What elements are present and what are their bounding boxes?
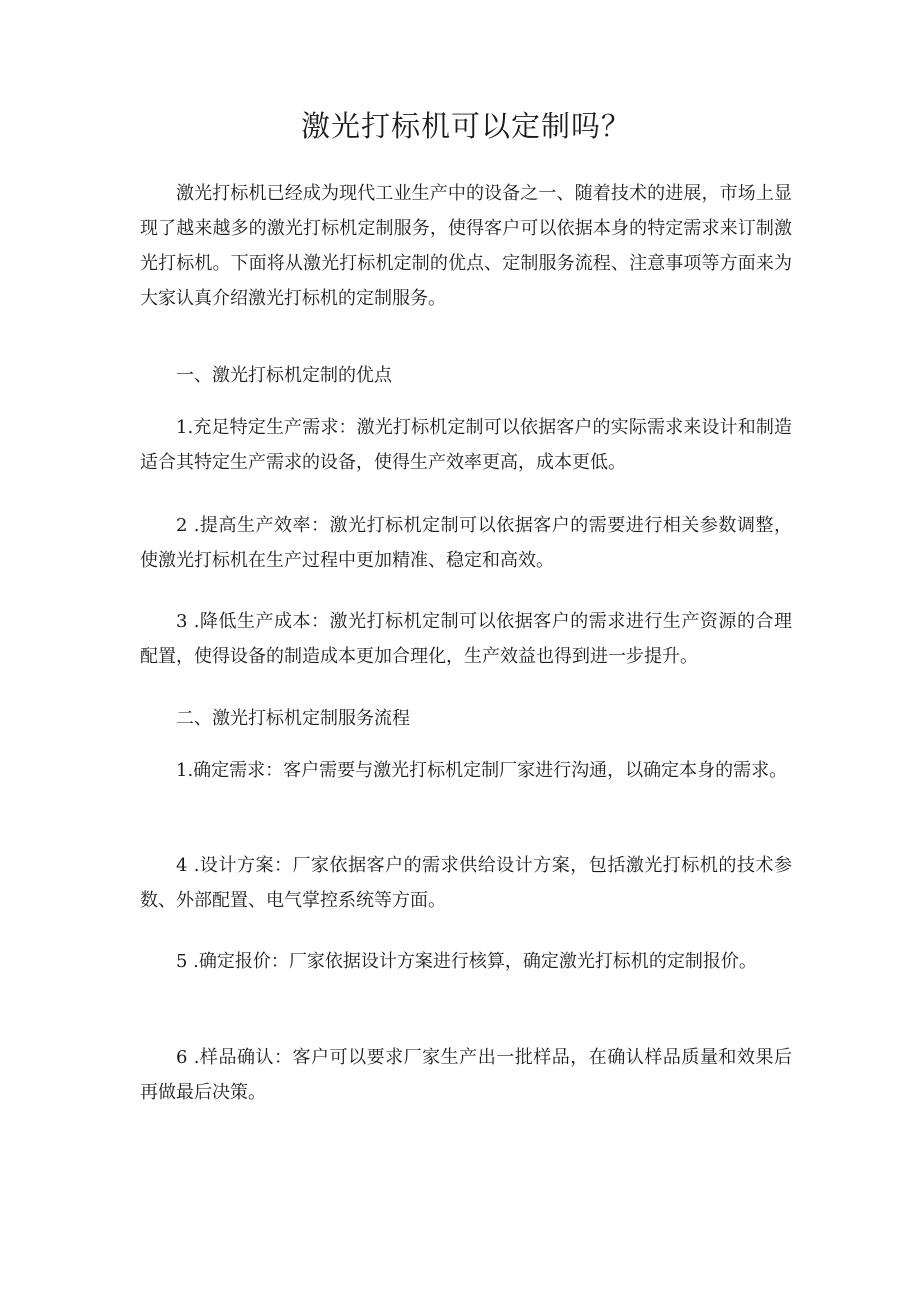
section2-item-2: 4 .设计方案：厂家依据客户的需求供给设计方案，包括激光打标机的技术参数、外部配置、电气掌控系统等方面。 <box>140 855 792 911</box>
section2-item-3: 5 .确定报价：厂家依据设计方案进行核算，确定激光打标机的定制报价。 <box>176 951 757 972</box>
page-title: 激光打标机可以定制吗？ <box>300 109 631 143</box>
section2-heading: 二、激光打标机定制服务流程 <box>176 708 410 729</box>
section1-item-1: 1.充足特定生产需求：激光打标机定制可以依据客户的实际需求来设计和制造适合其特定生产需求的设备，使得生产效率更高，成本更低。 <box>140 417 792 473</box>
section2-item-4: 6 .样品确认：客户可以要求厂家生产出一批样品，在确认样品质量和效果后再做最后决策。 <box>140 1047 792 1103</box>
section1-item-3: 3 .降低生产成本：激光打标机定制可以依据客户的需求进行生产资源的合理配置，使得设备的制造成本更加合理化，生产效益也得到进一步提升。 <box>140 611 792 667</box>
intro-paragraph: 激光打标机已经成为现代工业生产中的设备之一、随着技术的进展，市场上显现了越来越多的激光打标机定制服务，使得客户可以依据本身的特定需求来订制激光打标机。下面将从激光打标机定制的优点、定制服务流程、注意事项等方面来为大家认真介绍激光打标机的定制服务。 <box>140 183 792 309</box>
section1-item-2: 2 .提高生产效率：激光打标机定制可以依据客户的需要进行相关参数调整，使激光打标机在生产过程中更加精准、稳定和高效。 <box>140 515 792 571</box>
section1-heading: 一、激光打标机定制的优点 <box>176 365 392 386</box>
section2-item-1: 1.确定需求：客户需要与激光打标机定制厂家进行沟通，以确定本身的需求。 <box>176 760 788 781</box>
